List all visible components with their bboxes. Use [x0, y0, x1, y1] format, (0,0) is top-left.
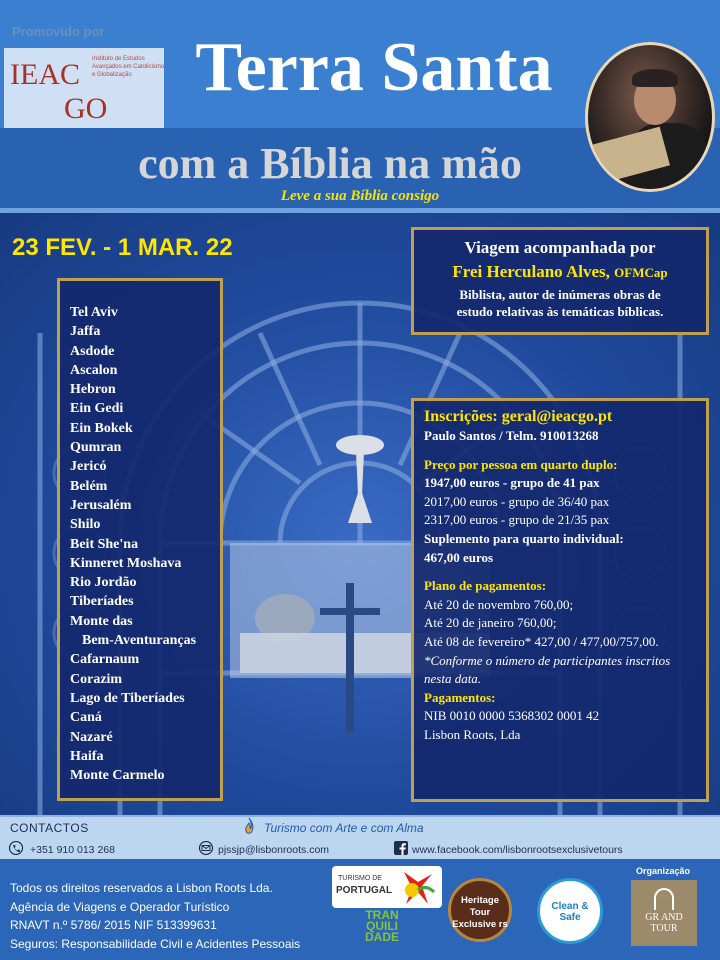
guide-box	[411, 227, 709, 335]
legal-line: Seguros: Responsabilidade Civil e Acidentes Pessoais	[10, 936, 301, 951]
payment-note: *Conforme o número de participantes inscritos	[424, 652, 671, 668]
clean-safe-badge: Clean & Safe	[537, 878, 603, 944]
city-item: Rio Jordão	[70, 575, 137, 591]
price-row: 1947,00 euros - grupo de 41 pax	[424, 475, 600, 491]
contacts-bar	[0, 815, 720, 859]
city-item: Tiberíades	[70, 594, 134, 610]
payment-plan-row: Até 20 de janeiro 760,00;	[424, 615, 557, 631]
city-item: Lago de Tiberíades	[70, 690, 185, 706]
supplement-value: 467,00 euros	[424, 549, 494, 565]
heritage-tour-logo: Heritage Tour Exclusive rs	[448, 878, 512, 942]
city-item: Jaffa	[70, 324, 101, 340]
tp-small-text: TURISMO DE	[338, 875, 382, 882]
legal-info	[10, 879, 300, 953]
contact-person: Paulo Santos / Telm. 910013268	[424, 428, 599, 443]
facebook-icon	[394, 841, 408, 855]
city-item: Kinneret Moshava	[70, 555, 182, 571]
organization-label: Organização	[636, 866, 691, 876]
city-item: Bem-Aventuranças	[82, 633, 197, 649]
city-item: Belém	[70, 478, 108, 494]
guide-portrait	[585, 42, 715, 192]
city-item: Tel Aviv	[70, 305, 118, 320]
tranquilidade-logo: TRAN QUILI DADE	[364, 908, 399, 944]
spacer	[424, 567, 706, 577]
payment-note-2: nesta data.	[424, 671, 482, 687]
contacts-label: CONTACTOS	[10, 821, 89, 835]
supplement-label: Suplemento para quarto individual:	[424, 530, 624, 546]
itinerary-box	[57, 278, 223, 801]
city-item: Corazim	[70, 671, 123, 687]
ieacgo-logo-text-go: GO	[64, 92, 108, 125]
legal-line: Todos os direitos reservados a Lisbon Roots Lda.	[10, 881, 273, 895]
city-item: Qumran	[70, 440, 122, 456]
city-item: Ascalon	[70, 362, 118, 378]
company-name: Lisbon Roots, Lda	[424, 726, 521, 742]
city-item: Jericó	[70, 459, 107, 475]
page-subtitle: com a Bíblia na mão	[138, 139, 522, 188]
guide-description-1: Biblista, autor de inúmeras obras de	[459, 287, 661, 302]
ieacgo-logo-institute: Instituto de Estudos Avançados em Catolicismo e Globalização	[92, 56, 165, 78]
email-icon	[198, 841, 214, 855]
payment-plan-row: Até 20 de novembro 760,00;	[424, 596, 574, 612]
payments-heading: Pagamentos:	[424, 689, 496, 705]
city-item: Hebron	[70, 382, 116, 398]
tagline: Leve a sua Bíblia consigo	[280, 188, 440, 204]
tp-big-text: PORTUGAL	[336, 885, 393, 896]
payment-plan-row: Até 08 de fevereiro* 427,00 / 477,00/757,00.	[424, 633, 659, 649]
price-row: 2317,00 euros - grupo de 21/35 pax	[424, 512, 610, 528]
guide-name: Frei Herculano Alves,	[452, 262, 610, 281]
city-item: Cafarnaum	[70, 652, 140, 668]
guide-intro: Viagem acompanhada por	[464, 238, 656, 257]
guide-description-2: estudo relativas às temáticas bíblicas.	[456, 304, 664, 319]
city-item: Shilo	[70, 517, 101, 533]
price-row: 2017,00 euros - grupo de 36/40 pax	[424, 493, 610, 509]
legal-line: Agência de Viagens e Operador Turístico	[10, 899, 230, 914]
city-item: Caná	[70, 710, 102, 726]
price-heading: Preço por pessoa em quarto duplo:	[424, 456, 618, 472]
legal-line: RNAVT n.º 5786/ 2015 NIF 513399631	[10, 918, 217, 932]
page-title: Terra Santa	[195, 29, 553, 106]
city-item: Monte das	[70, 613, 133, 629]
flame-icon	[241, 817, 257, 837]
city-item: Beit She'na	[70, 536, 139, 552]
payment-plan-heading: Plano de pagamentos:	[424, 578, 547, 594]
trip-dates: 23 FEV. - 1 MAR. 22	[12, 234, 233, 261]
email-address[interactable]: pjssjp@lisbonroots.com	[218, 844, 330, 856]
guide-order: OFMCap	[614, 265, 668, 280]
city-item: Ein Gedi	[70, 401, 124, 417]
grand-tour-text: GR AND TOUR	[645, 912, 683, 934]
city-item: Jerusalém	[70, 497, 132, 513]
city-item: Monte Carmelo	[70, 768, 165, 784]
info-box	[411, 398, 709, 802]
city-item: Asdode	[70, 343, 115, 359]
city-item: Haifa	[70, 748, 104, 764]
slogan: Turismo com Arte e com Alma	[264, 821, 424, 835]
ieacgo-logo-text: IEAC	[10, 58, 80, 91]
grand-tour-logo	[631, 880, 697, 946]
portrait-hair	[632, 69, 678, 87]
city-item: Nazaré	[70, 729, 113, 745]
guide-name-line	[414, 262, 706, 282]
city-item: Ein Bokek	[70, 420, 133, 436]
phone-number[interactable]: +351 910 013 268	[30, 844, 115, 856]
facebook-link[interactable]: www.facebook.com/lisbonrootsexclusivetours	[412, 844, 623, 856]
promoted-by-label: Promovido por	[12, 24, 105, 39]
registration-email[interactable]: Inscrições: geral@ieacgo.pt	[424, 408, 613, 425]
turismo-de-portugal-logo	[332, 866, 442, 908]
arch-icon	[654, 888, 674, 910]
spacer	[424, 446, 706, 456]
phone-icon	[8, 841, 24, 855]
bank-nib: NIB 0010 0000 5368302 0001 42	[424, 708, 600, 724]
